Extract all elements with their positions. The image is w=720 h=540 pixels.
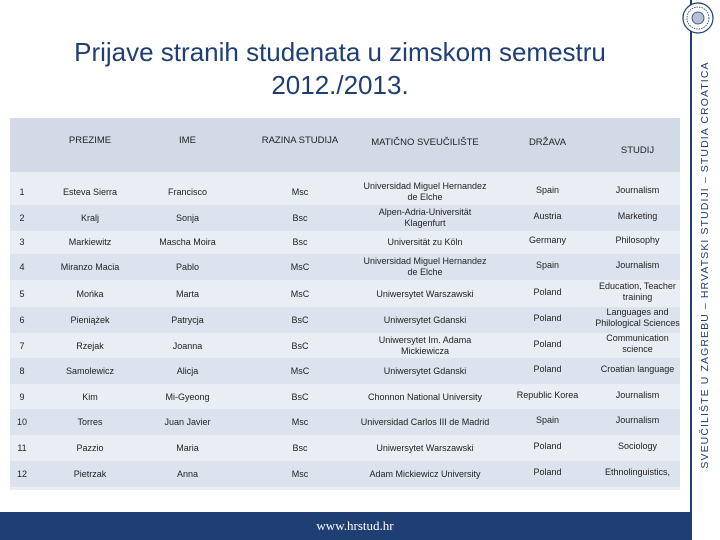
cell-surname-line: Kralj bbox=[80, 212, 99, 223]
cell-university bbox=[350, 181, 500, 203]
cell-university-line: Uniwersytet Warszawski bbox=[376, 442, 474, 453]
cell-level bbox=[250, 213, 350, 224]
cell-name bbox=[140, 237, 235, 248]
cell-name bbox=[140, 315, 235, 326]
cell-level bbox=[250, 289, 350, 300]
cell-university bbox=[350, 469, 500, 480]
cell-study-line: Philosophy bbox=[615, 234, 660, 245]
cell-n bbox=[10, 417, 34, 428]
cell-n-line: 2 bbox=[19, 212, 25, 223]
cell-country bbox=[500, 287, 595, 298]
cell-surname bbox=[40, 315, 140, 326]
cell-surname-line: Pietrzak bbox=[73, 468, 107, 479]
cell-n bbox=[10, 443, 34, 454]
cell-university-line: Alpen-Adria-Universität bbox=[378, 207, 472, 217]
cell-study bbox=[590, 333, 685, 355]
cell-level bbox=[250, 341, 350, 352]
title-line-1: Prijave stranih studenata u zimskom semestru bbox=[74, 37, 606, 67]
cell-n-line: 10 bbox=[16, 416, 27, 427]
cell-level-line: MsC bbox=[290, 261, 310, 272]
cell-level-line: MsC bbox=[290, 288, 310, 299]
cell-university bbox=[350, 315, 500, 326]
cell-country-line: Spain bbox=[535, 259, 560, 270]
cell-surname-line: Torres bbox=[77, 416, 103, 427]
cell-level bbox=[250, 392, 350, 403]
cell-n-line: 9 bbox=[19, 391, 25, 402]
cell-country bbox=[500, 235, 595, 246]
cell-level-line: MsC bbox=[290, 365, 310, 376]
title-line-2: 2012./2013. bbox=[271, 70, 409, 100]
cell-n bbox=[10, 237, 34, 248]
header-level: RAZINA STUDIJA bbox=[261, 135, 339, 146]
cell-n-line: 1 bbox=[19, 186, 25, 197]
cell-surname-line: Markiewitz bbox=[68, 236, 112, 247]
cell-level bbox=[250, 443, 350, 454]
cell-n-line: 11 bbox=[17, 442, 27, 453]
cell-university bbox=[350, 443, 500, 454]
cell-university bbox=[350, 237, 500, 248]
cell-university-line: de Elche bbox=[407, 267, 443, 277]
cell-study bbox=[590, 441, 685, 452]
cell-name bbox=[140, 187, 235, 198]
cell-study bbox=[590, 235, 685, 246]
cell-university bbox=[350, 289, 500, 300]
cell-n-line: 3 bbox=[19, 236, 25, 247]
cell-study-line: Education, Teacher bbox=[599, 281, 676, 291]
cell-level-line: BsC bbox=[291, 314, 309, 325]
cell-n bbox=[10, 366, 34, 377]
cell-level bbox=[250, 187, 350, 198]
cell-n bbox=[10, 469, 34, 480]
cell-level-line: Msc bbox=[291, 468, 309, 479]
university-seal-icon bbox=[682, 2, 714, 34]
cell-university-line: Chonnon National University bbox=[367, 391, 483, 402]
cell-country bbox=[500, 313, 595, 324]
cell-n-line: 8 bbox=[19, 365, 25, 376]
cell-university-line: Mickiewicza bbox=[400, 346, 449, 356]
cell-university bbox=[350, 335, 500, 357]
cell-country-line: Spain bbox=[535, 414, 560, 425]
cell-country bbox=[500, 390, 595, 401]
cell-name bbox=[140, 366, 235, 377]
cell-n bbox=[10, 392, 34, 403]
cell-name-line: Mi-Gyeong bbox=[165, 391, 210, 402]
cell-study bbox=[590, 467, 685, 478]
cell-surname bbox=[40, 417, 140, 428]
cell-university-line: Universidad Carlos III de Madrid bbox=[360, 416, 490, 427]
cell-level-line: BsC bbox=[291, 391, 309, 402]
cell-name bbox=[140, 213, 235, 224]
cell-n bbox=[10, 315, 34, 326]
cell-name-line: Joanna bbox=[172, 340, 203, 351]
cell-country bbox=[500, 364, 595, 375]
page-title bbox=[40, 36, 640, 102]
cell-level bbox=[250, 262, 350, 273]
cell-name bbox=[140, 417, 235, 428]
cell-university-line: Universidad Miguel Hernandez bbox=[363, 256, 487, 266]
cell-study-line: Ethnolinguistics, bbox=[604, 466, 671, 477]
cell-study-line: Communication bbox=[606, 333, 669, 343]
cell-name-line: Alicja bbox=[176, 365, 199, 376]
cell-study-line: Croatian language bbox=[600, 363, 675, 374]
cell-name-line: Patrycja bbox=[171, 314, 204, 325]
cell-surname bbox=[40, 213, 140, 224]
cell-study bbox=[590, 415, 685, 426]
cell-name bbox=[140, 443, 235, 454]
cell-country-line: Poland bbox=[533, 312, 562, 323]
cell-country bbox=[500, 260, 595, 271]
cell-country bbox=[500, 467, 595, 478]
cell-n-line: 12 bbox=[16, 468, 27, 479]
cell-level bbox=[250, 366, 350, 377]
cell-n-line: 4 bbox=[19, 261, 25, 272]
cell-country bbox=[500, 211, 595, 222]
cell-level bbox=[250, 469, 350, 480]
cell-surname bbox=[40, 443, 140, 454]
cell-university bbox=[350, 256, 500, 278]
cell-country-line: Republic Korea bbox=[516, 389, 579, 400]
header-country: DRŽAVA bbox=[528, 137, 567, 148]
cell-surname bbox=[40, 262, 140, 273]
cell-name bbox=[140, 289, 235, 300]
cell-country-line: Poland bbox=[533, 440, 562, 451]
cell-university-line: Universität zu Köln bbox=[387, 236, 463, 247]
cell-study bbox=[590, 185, 685, 196]
cell-country-line: Spain bbox=[535, 184, 560, 195]
cell-name bbox=[140, 341, 235, 352]
cell-university-line: Universidad Miguel Hernandez bbox=[363, 181, 487, 191]
cell-n-line: 6 bbox=[19, 314, 25, 325]
cell-university bbox=[350, 207, 500, 229]
cell-level bbox=[250, 315, 350, 326]
cell-level bbox=[250, 237, 350, 248]
cell-surname-line: Pieniążek bbox=[70, 314, 110, 325]
cell-university bbox=[350, 417, 500, 428]
footer-website-text: www.hrstud.hr bbox=[316, 518, 394, 533]
cell-study-line: Journalism bbox=[615, 259, 660, 270]
cell-study bbox=[590, 260, 685, 271]
cell-study bbox=[590, 364, 685, 375]
cell-level bbox=[250, 417, 350, 428]
header-name: IME bbox=[179, 135, 196, 146]
cell-country-line: Poland bbox=[533, 466, 562, 477]
cell-university-line: Uniwersytet Warszawski bbox=[376, 288, 474, 299]
cell-level-line: Msc bbox=[291, 416, 309, 427]
cell-study-line: Sociology bbox=[617, 440, 658, 451]
cell-study-line: Marketing bbox=[617, 210, 658, 221]
cell-surname-line: Esteva Sierra bbox=[62, 186, 118, 197]
cell-country-line: Poland bbox=[533, 363, 562, 374]
cell-study-line: Philological Sciences bbox=[595, 318, 680, 328]
cell-surname-line: Rzejak bbox=[76, 340, 104, 351]
cell-n bbox=[10, 262, 34, 273]
cell-name bbox=[140, 392, 235, 403]
cell-country-line: Austria bbox=[533, 210, 562, 221]
cell-name-line: Maria bbox=[176, 442, 199, 453]
cell-university-line: Uniwersytet Gdanski bbox=[383, 314, 467, 325]
cell-name-line: Francisco bbox=[167, 186, 207, 197]
cell-level-line: Bsc bbox=[292, 442, 308, 453]
cell-surname bbox=[40, 392, 140, 403]
cell-name bbox=[140, 469, 235, 480]
cell-name-line: Sonja bbox=[175, 212, 200, 223]
cell-country-line: Poland bbox=[533, 286, 562, 297]
cell-country bbox=[500, 185, 595, 196]
cell-study-line: Journalism bbox=[615, 389, 660, 400]
cell-n bbox=[10, 213, 34, 224]
cell-surname-line: Pazzio bbox=[76, 442, 104, 453]
cell-university-line: Uniwersytet Im. Adama bbox=[378, 335, 472, 345]
cell-level-line: Msc bbox=[291, 186, 309, 197]
cell-study-line: Journalism bbox=[615, 414, 660, 425]
cell-study bbox=[590, 211, 685, 222]
cell-name-line: Mascha Moira bbox=[159, 236, 216, 247]
cell-level-line: Bsc bbox=[292, 212, 308, 223]
cell-name bbox=[140, 262, 235, 273]
cell-surname-line: Samolewicz bbox=[65, 365, 114, 376]
cell-n bbox=[10, 341, 34, 352]
cell-surname bbox=[40, 469, 140, 480]
cell-university-line: Klagenfurt bbox=[404, 218, 446, 228]
cell-study-line: training bbox=[622, 292, 653, 302]
cell-level-line: BsC bbox=[291, 340, 309, 351]
cell-country bbox=[500, 339, 595, 350]
cell-university-line: Adam Mickiewicz University bbox=[369, 468, 481, 479]
header-surname: PREZIME bbox=[68, 135, 112, 146]
cell-study bbox=[590, 390, 685, 401]
header-study: STUDIJ bbox=[620, 145, 655, 156]
cell-surname-line: Mońka bbox=[76, 288, 104, 299]
cell-n-line: 5 bbox=[19, 288, 25, 299]
cell-surname-line: Miranzo Macia bbox=[60, 261, 120, 272]
cell-country bbox=[500, 441, 595, 452]
cell-n-line: 7 bbox=[19, 340, 25, 351]
cell-surname bbox=[40, 187, 140, 198]
cell-study-line: science bbox=[622, 344, 653, 354]
side-banner-text: SVEUČILIŠTE U ZAGREBU – HRVATSKI STUDIJI – STUDIA CROATICA bbox=[699, 61, 711, 469]
cell-country-line: Germany bbox=[528, 234, 566, 245]
cell-country bbox=[500, 415, 595, 426]
cell-name-line: Marta bbox=[175, 288, 199, 299]
cell-study-line: Journalism bbox=[615, 184, 660, 195]
cell-surname-line: Kim bbox=[82, 391, 98, 402]
cell-university bbox=[350, 392, 500, 403]
cell-surname bbox=[40, 289, 140, 300]
cell-name-line: Juan Javier bbox=[164, 416, 211, 427]
cell-n bbox=[10, 187, 34, 198]
cell-university-line: Uniwersytet Gdanski bbox=[383, 365, 467, 376]
header-university: MATIČNO SVEUČILIŠTE bbox=[371, 137, 479, 148]
cell-n bbox=[10, 289, 34, 300]
cell-name-line: Pablo bbox=[175, 261, 200, 272]
cell-surname bbox=[40, 341, 140, 352]
cell-level-line: Bsc bbox=[292, 236, 308, 247]
cell-surname bbox=[40, 366, 140, 377]
cell-name-line: Anna bbox=[176, 468, 199, 479]
cell-university bbox=[350, 366, 500, 377]
cell-study bbox=[590, 281, 685, 303]
cell-surname bbox=[40, 237, 140, 248]
cell-study-line: Languages and bbox=[606, 307, 669, 317]
cell-university-line: de Elche bbox=[407, 192, 443, 202]
cell-study bbox=[590, 307, 685, 329]
cell-country-line: Poland bbox=[533, 338, 562, 349]
